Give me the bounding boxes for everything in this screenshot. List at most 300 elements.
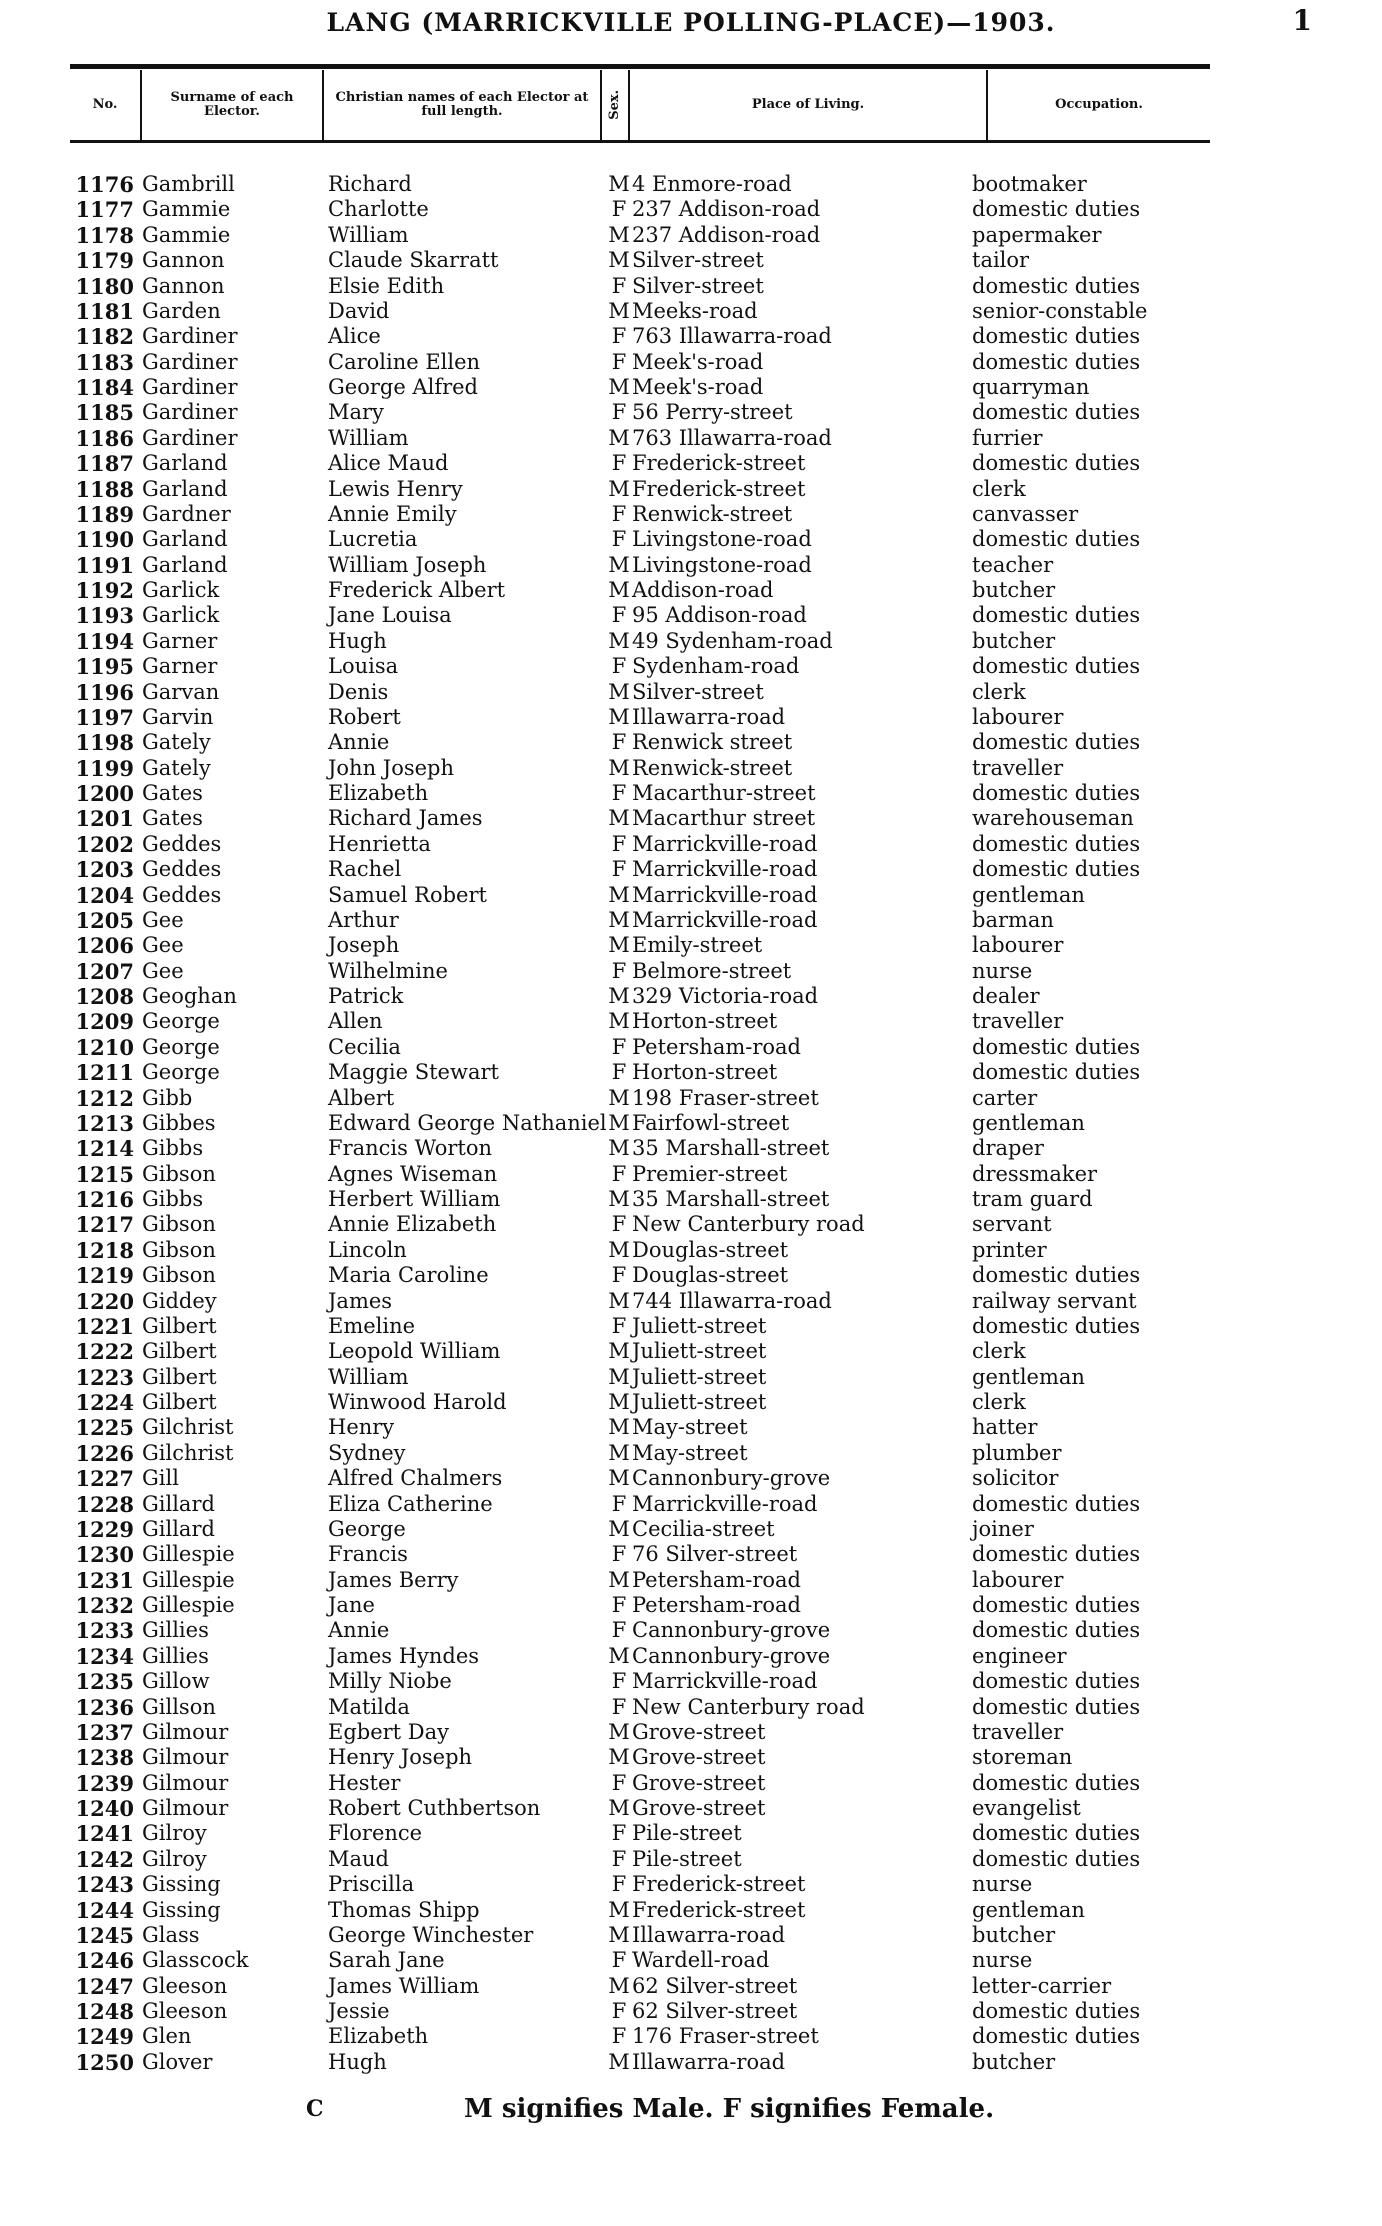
elector-christian-names: William	[328, 425, 409, 450]
elector-surname: Garvan	[142, 679, 220, 704]
elector-surname: Gilchrist	[142, 1415, 234, 1440]
elector-place: Cannonbury-grove	[632, 1618, 831, 1643]
elector-christian-names: Richard	[328, 172, 412, 196]
elector-occupation: bootmaker	[972, 172, 1087, 196]
elector-sex: F	[611, 603, 627, 628]
elector-occupation: domestic duties	[972, 1846, 1141, 1871]
elector-number: 1187	[75, 451, 134, 477]
elector-number: 1180	[75, 273, 134, 299]
elector-christian-names: William Joseph	[328, 552, 487, 577]
elector-occupation: barman	[972, 907, 1054, 932]
elector-christian-names: George Winchester	[328, 1922, 534, 1947]
elector-number: 1246	[75, 1948, 134, 1974]
elector-christian-names: Egbert Day	[328, 1719, 450, 1744]
elector-surname: Gillies	[142, 1643, 209, 1668]
table-row	[60, 1771, 1320, 1796]
elector-place: Petersham-road	[632, 1567, 801, 1592]
elector-surname: Gilbert	[142, 1390, 217, 1414]
elector-surname: Gillespie	[142, 1593, 235, 1617]
table-row	[60, 1009, 1320, 1034]
elector-place: Renwick-street	[632, 501, 793, 526]
elector-place: 237 Addison-road	[632, 222, 821, 247]
elector-occupation: domestic duties	[972, 324, 1141, 349]
elector-christian-names: William	[328, 1364, 409, 1389]
elector-surname: Gillard	[142, 1516, 215, 1541]
elector-occupation: papermaker	[972, 222, 1102, 247]
table-row	[60, 908, 1320, 933]
table-row	[60, 1086, 1320, 1111]
elector-christian-names: James William	[328, 1973, 480, 1998]
elector-sex: M	[608, 882, 630, 907]
elector-christian-names: Jane	[328, 1593, 375, 1617]
table-row	[60, 1466, 1320, 1491]
elector-surname: Gillespie	[142, 1542, 235, 1567]
elector-sex: M	[608, 1719, 630, 1744]
elector-surname: Gee	[142, 958, 184, 983]
elector-place: Grove-street	[632, 1745, 766, 1770]
elector-christian-names: George	[328, 1516, 406, 1541]
elector-surname: Gibson	[142, 1212, 216, 1237]
elector-surname: Gillson	[142, 1694, 216, 1719]
elector-surname: Gately	[142, 730, 211, 755]
elector-place: Fairfowl-street	[632, 1110, 790, 1135]
elector-place: Emily-street	[632, 933, 763, 958]
table-row	[60, 1847, 1320, 1872]
elector-surname: Gillespie	[142, 1567, 235, 1592]
elector-place: Livingstone-road	[632, 527, 812, 552]
table-row	[60, 350, 1320, 375]
elector-surname: Gibson	[142, 1263, 216, 1288]
table-row	[60, 1263, 1320, 1288]
elector-surname: Gilroy	[142, 1846, 207, 1871]
elector-surname: Garvin	[142, 704, 214, 729]
elector-number: 1189	[75, 501, 134, 527]
elector-number: 1232	[75, 1593, 134, 1618]
table-row	[60, 502, 1320, 527]
table-row	[60, 223, 1320, 248]
elector-place: Wardell-road	[632, 1948, 770, 1973]
elector-number: 1231	[75, 1567, 134, 1593]
column-header-place: Place of Living.	[630, 70, 988, 140]
elector-sex: F	[611, 857, 627, 882]
elector-number: 1194	[75, 628, 134, 654]
table-row	[60, 1618, 1320, 1643]
footer-signature-letter: C	[306, 2096, 324, 2122]
elector-occupation: butcher	[972, 578, 1056, 602]
elector-occupation: domestic duties	[972, 2024, 1141, 2049]
elector-place: Cannonbury-grove	[632, 1466, 831, 1491]
table-row	[60, 1060, 1320, 1085]
elector-occupation: domestic duties	[972, 1999, 1141, 2023]
elector-sex: M	[608, 755, 630, 780]
elector-place: Frederick-street	[632, 476, 806, 501]
elector-number: 1227	[75, 1466, 134, 1492]
elector-place: 329 Victoria-road	[632, 984, 819, 1008]
table-header	[70, 70, 1210, 140]
elector-christian-names: Henry	[328, 1415, 395, 1440]
elector-surname: Gardiner	[142, 349, 238, 374]
elector-occupation: clerk	[972, 1390, 1026, 1414]
elector-christian-names: Thomas Shipp	[328, 1897, 480, 1922]
table-row	[60, 832, 1320, 857]
elector-sex: F	[611, 324, 627, 349]
elector-sex: F	[611, 1161, 627, 1186]
elector-christian-names: Elsie Edith	[328, 273, 445, 298]
elector-occupation: canvasser	[972, 501, 1079, 526]
elector-surname: Gee	[142, 907, 184, 932]
elector-place: Marrickville-road	[632, 1669, 818, 1694]
elector-sex: M	[608, 222, 630, 247]
table-row	[60, 1238, 1320, 1263]
elector-surname: Gates	[142, 781, 203, 805]
elector-occupation: butcher	[972, 628, 1056, 653]
table-row	[60, 1339, 1320, 1364]
elector-occupation: traveller	[972, 1719, 1064, 1744]
elector-surname: Gambrill	[142, 172, 235, 196]
elector-place: Macarthur-street	[632, 781, 816, 805]
elector-occupation: printer	[972, 1237, 1047, 1262]
elector-occupation: warehouseman	[972, 806, 1134, 831]
table-row	[60, 299, 1320, 324]
elector-christian-names: Alice	[328, 324, 381, 349]
elector-christian-names: Jane Louisa	[328, 603, 452, 628]
elector-number: 1212	[75, 1085, 134, 1111]
table-row	[60, 806, 1320, 831]
elector-place: Illawarra-road	[632, 1922, 786, 1947]
elector-place: 176 Fraser-street	[632, 2024, 819, 2049]
elector-sex: F	[611, 1263, 627, 1288]
elector-surname: Gleeson	[142, 1973, 228, 1998]
table-row	[60, 933, 1320, 958]
elector-sex: F	[611, 451, 627, 476]
elector-occupation: domestic duties	[972, 1313, 1141, 1338]
elector-sex: M	[608, 1288, 630, 1313]
elector-surname: George	[142, 1060, 220, 1085]
elector-number: 1201	[75, 806, 134, 832]
elector-sex: M	[608, 933, 630, 958]
elector-christian-names: Priscilla	[328, 1872, 415, 1897]
elector-number: 1250	[75, 2049, 134, 2075]
table-row	[60, 705, 1320, 730]
elector-sex: M	[608, 1415, 630, 1440]
elector-christian-names: Alice Maud	[328, 451, 449, 476]
elector-christian-names: Jessie	[328, 1999, 390, 2023]
elector-sex: F	[611, 730, 627, 755]
elector-christian-names: Maud	[328, 1846, 389, 1871]
elector-christian-names: Leopold William	[328, 1339, 501, 1364]
elector-occupation: teacher	[972, 552, 1054, 577]
elector-christian-names: John Joseph	[328, 755, 455, 780]
elector-sex: F	[611, 1999, 627, 2023]
elector-number: 1192	[75, 578, 134, 603]
table-row	[60, 1796, 1320, 1821]
elector-sex: M	[608, 375, 630, 399]
elector-number: 1247	[75, 1973, 134, 1999]
elector-surname: Gammie	[142, 197, 231, 222]
elector-surname: Garlick	[142, 578, 220, 602]
elector-christian-names: Wilhelmine	[328, 958, 448, 983]
elector-sex: M	[608, 704, 630, 729]
elector-surname: Gilmour	[142, 1770, 229, 1795]
elector-number: 1190	[75, 527, 134, 553]
table-row	[60, 781, 1320, 806]
elector-number: 1222	[75, 1339, 134, 1365]
elector-christian-names: Lewis Henry	[328, 476, 463, 501]
elector-christian-names: Robert	[328, 704, 401, 729]
elector-occupation: domestic duties	[972, 527, 1141, 552]
elector-place: Pile-street	[632, 1821, 742, 1846]
elector-place: 744 Illawarra-road	[632, 1288, 832, 1313]
elector-place: 4 Enmore-road	[632, 172, 792, 196]
elector-christian-names: Arthur	[328, 907, 399, 932]
elector-occupation: solicitor	[972, 1466, 1059, 1491]
elector-surname: Gilchrist	[142, 1440, 234, 1465]
elector-number: 1236	[75, 1694, 134, 1720]
elector-sex: M	[608, 1187, 630, 1211]
elector-place: 62 Silver-street	[632, 1999, 798, 2023]
elector-place: Marrickville-road	[632, 1491, 818, 1516]
elector-sex: M	[608, 984, 630, 1008]
elector-place: Marrickville-road	[632, 857, 818, 882]
elector-christian-names: Annie	[328, 1618, 390, 1643]
table-row	[60, 654, 1320, 679]
table-row	[60, 426, 1320, 451]
elector-occupation: hatter	[972, 1415, 1038, 1440]
elector-christian-names: Albert	[328, 1085, 395, 1110]
footer	[0, 2094, 1382, 2134]
column-header-christian-names: Christian names of each Elector at full length.	[324, 70, 602, 140]
elector-place: Grove-street	[632, 1770, 766, 1795]
elector-sex: F	[611, 1060, 627, 1085]
elector-occupation: domestic duties	[972, 400, 1141, 425]
elector-occupation: tailor	[972, 248, 1030, 273]
table-row	[60, 1187, 1320, 1212]
elector-christian-names: Alfred Chalmers	[328, 1466, 503, 1491]
elector-christian-names: Henry Joseph	[328, 1745, 473, 1770]
elector-surname: Gissing	[142, 1897, 221, 1922]
elector-place: Petersham-road	[632, 1034, 801, 1059]
column-header-occupation: Occupation.	[1055, 97, 1143, 113]
elector-place: 35 Marshall-street	[632, 1187, 830, 1211]
elector-occupation: domestic duties	[972, 1263, 1141, 1288]
table-row	[60, 197, 1320, 222]
elector-sex: M	[608, 1897, 630, 1922]
table-row	[60, 578, 1320, 603]
elector-occupation: domestic duties	[972, 197, 1141, 222]
elector-number: 1215	[75, 1161, 134, 1187]
elector-occupation: domestic duties	[972, 781, 1141, 805]
elector-sex: M	[608, 476, 630, 501]
elector-surname: Garner	[142, 654, 218, 679]
elector-occupation: domestic duties	[972, 1694, 1141, 1719]
elector-surname: George	[142, 1009, 220, 1034]
elector-sex: F	[611, 831, 627, 856]
elector-occupation: domestic duties	[972, 730, 1141, 755]
elector-number: 1230	[75, 1542, 134, 1568]
elector-place: Grove-street	[632, 1796, 766, 1820]
elector-surname: Garner	[142, 628, 218, 653]
elector-occupation: domestic duties	[972, 273, 1141, 298]
elector-place: Juliett-street	[632, 1313, 767, 1338]
elector-sex: F	[611, 1034, 627, 1059]
elector-occupation: domestic duties	[972, 857, 1141, 882]
elector-surname: Geddes	[142, 831, 222, 856]
table-row	[60, 274, 1320, 299]
elector-surname: Gilbert	[142, 1313, 217, 1338]
elector-occupation: engineer	[972, 1643, 1067, 1668]
elector-occupation: domestic duties	[972, 1770, 1141, 1795]
elector-surname: Gardiner	[142, 425, 238, 450]
elector-number: 1235	[75, 1669, 134, 1695]
table-row	[60, 603, 1320, 628]
table-row	[60, 756, 1320, 781]
elector-sex: F	[611, 654, 627, 679]
elector-number: 1248	[75, 1999, 134, 2024]
elector-surname: Gilmour	[142, 1745, 229, 1770]
elector-surname: Gibbs	[142, 1187, 204, 1211]
elector-surname: Geoghan	[142, 984, 237, 1008]
elector-surname: Gibson	[142, 1161, 216, 1186]
elector-place: Renwick-street	[632, 755, 793, 780]
elector-occupation: clerk	[972, 1339, 1026, 1364]
elector-number: 1198	[75, 730, 134, 756]
elector-surname: Garland	[142, 552, 228, 577]
elector-sex: F	[611, 400, 627, 425]
elector-surname: Gilroy	[142, 1821, 207, 1846]
elector-sex: M	[608, 552, 630, 577]
elector-sex: M	[608, 1110, 630, 1135]
elector-christian-names: Henrietta	[328, 831, 431, 856]
elector-occupation: gentleman	[972, 1897, 1085, 1922]
elector-surname: Glass	[142, 1922, 200, 1947]
table-row	[60, 1289, 1320, 1314]
elector-number: 1191	[75, 552, 134, 578]
elector-surname: Giddey	[142, 1288, 217, 1313]
table-row	[60, 1542, 1320, 1567]
elector-occupation: joiner	[972, 1516, 1034, 1541]
table-row	[60, 1441, 1320, 1466]
table-row	[60, 1923, 1320, 1948]
elector-christian-names: Maggie Stewart	[328, 1060, 499, 1085]
elector-number: 1238	[75, 1745, 134, 1771]
elector-occupation: domestic duties	[972, 1060, 1141, 1085]
elector-surname: Gibb	[142, 1085, 193, 1110]
table-row	[60, 730, 1320, 755]
elector-occupation: domestic duties	[972, 603, 1141, 628]
table-row	[60, 2024, 1320, 2049]
column-header-no: No.	[70, 70, 142, 140]
elector-christian-names: Annie Elizabeth	[328, 1212, 497, 1237]
elector-number: 1179	[75, 248, 134, 274]
elector-sex: F	[611, 1872, 627, 1897]
elector-christian-names: Rachel	[328, 857, 402, 882]
elector-surname: Garland	[142, 527, 228, 552]
elector-sex: F	[611, 501, 627, 526]
elector-number: 1183	[75, 349, 134, 375]
elector-place: Pile-street	[632, 1846, 742, 1871]
elector-occupation: evangelist	[972, 1796, 1081, 1820]
table-row	[60, 629, 1320, 654]
elector-place: Marrickville-road	[632, 831, 818, 856]
elector-place: Juliett-street	[632, 1390, 767, 1414]
elector-occupation: labourer	[972, 704, 1064, 729]
table-row	[60, 1593, 1320, 1618]
elector-sex: M	[608, 1745, 630, 1770]
elector-surname: Gilmour	[142, 1719, 229, 1744]
table-row	[60, 883, 1320, 908]
elector-occupation: butcher	[972, 2049, 1056, 2074]
elector-occupation: domestic duties	[972, 1821, 1141, 1846]
elector-sex: M	[608, 1364, 630, 1389]
elector-number: 1219	[75, 1263, 134, 1289]
elector-number: 1218	[75, 1237, 134, 1263]
elector-christian-names: Milly Niobe	[328, 1669, 452, 1694]
elector-number: 1207	[75, 958, 134, 984]
elector-occupation: servant	[972, 1212, 1052, 1237]
table-row	[60, 1974, 1320, 1999]
column-header-sex	[602, 70, 630, 140]
elector-sex: F	[611, 1212, 627, 1237]
elector-christian-names: Annie	[328, 730, 390, 755]
elector-place: Cannonbury-grove	[632, 1643, 831, 1668]
elector-occupation: nurse	[972, 1872, 1033, 1897]
elector-number: 1185	[75, 400, 134, 426]
elector-occupation: domestic duties	[972, 1491, 1141, 1516]
elector-christian-names: Robert Cuthbertson	[328, 1796, 541, 1820]
elector-surname: Gannon	[142, 273, 225, 298]
elector-number: 1182	[75, 324, 134, 350]
elector-place: 49 Sydenham-road	[632, 628, 833, 653]
elector-number: 1221	[75, 1313, 134, 1339]
elector-surname: Gillow	[142, 1669, 210, 1694]
elector-christian-names: Joseph	[328, 933, 400, 958]
elector-surname: Gates	[142, 806, 203, 831]
header-bottom-rule	[70, 140, 1210, 143]
elector-number: 1213	[75, 1110, 134, 1136]
elector-surname: Glasscock	[142, 1948, 249, 1973]
elector-number: 1216	[75, 1187, 134, 1212]
elector-sex: F	[611, 527, 627, 552]
elector-christian-names: Louisa	[328, 654, 399, 679]
elector-sex: F	[611, 1313, 627, 1338]
elector-place: Horton-street	[632, 1060, 778, 1085]
elector-place: Silver-street	[632, 679, 764, 704]
elector-occupation: nurse	[972, 958, 1033, 983]
elector-number: 1211	[75, 1060, 134, 1086]
elector-christian-names: Hugh	[328, 628, 387, 653]
elector-occupation: gentleman	[972, 882, 1085, 907]
elector-sex: M	[608, 248, 630, 273]
elector-occupation: traveller	[972, 1009, 1064, 1034]
elector-place: Silver-street	[632, 248, 764, 273]
elector-sex: F	[611, 1542, 627, 1567]
elector-occupation: senior-constable	[972, 298, 1148, 323]
elector-surname: Garland	[142, 451, 228, 476]
elector-surname: Gillard	[142, 1491, 215, 1516]
elector-christian-names: Annie Emily	[328, 501, 457, 526]
elector-occupation: draper	[972, 1136, 1044, 1161]
elector-surname: Gammie	[142, 222, 231, 247]
elector-sex: M	[608, 1643, 630, 1668]
elector-number: 1242	[75, 1846, 134, 1872]
table-row	[60, 1872, 1320, 1897]
table-row	[60, 400, 1320, 425]
elector-occupation: dressmaker	[972, 1161, 1098, 1186]
elector-place: Meek's-road	[632, 349, 764, 374]
elector-place: Frederick-street	[632, 1872, 806, 1897]
elector-christian-names: George Alfred	[328, 375, 478, 399]
table-row	[60, 1492, 1320, 1517]
